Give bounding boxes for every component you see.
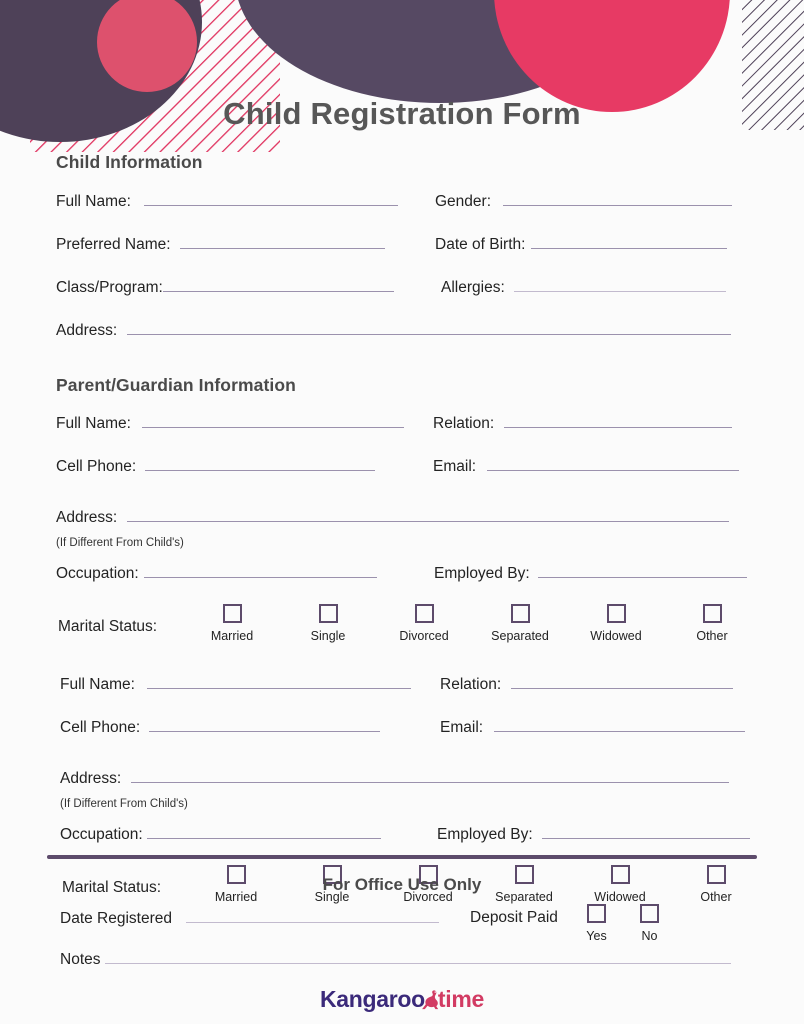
input-parent2-relation[interactable] [511, 674, 733, 689]
child-row-preferred-dob [0, 234, 804, 277]
field-parent2-employed-by[interactable] [437, 824, 750, 844]
field-parent2-relation[interactable] [440, 674, 733, 694]
parent2-row-phone-email [0, 717, 804, 758]
deposit-paid-checkbox-row [570, 904, 676, 943]
input-child-date-of-birth[interactable] [531, 234, 727, 249]
label-parent1-cell-phone: Cell Phone: [56, 458, 137, 475]
section-title-parent-guardian-information: Parent/Guardian Information [56, 375, 296, 395]
input-parent1-employed-by[interactable] [538, 563, 747, 578]
input-child-address[interactable] [127, 320, 731, 335]
field-child-full-name[interactable] [56, 191, 398, 211]
parent1-marital-status-group [0, 604, 804, 666]
label-child-class-program: Class/Program: [56, 279, 163, 296]
office-row-date-deposit [0, 908, 804, 949]
input-parent1-address[interactable] [127, 507, 729, 522]
label-parent1-occupation: Occupation: [56, 565, 139, 582]
field-child-preferred-name[interactable] [56, 234, 385, 254]
label-child-address: Address: [56, 322, 118, 339]
deposit-option-yes[interactable] [570, 904, 623, 943]
label-parent2-relation: Relation: [440, 676, 502, 693]
field-parent1-address[interactable] [56, 507, 729, 527]
parent2-row-name-relation [0, 674, 804, 717]
input-date-registered[interactable] [186, 908, 439, 923]
checkbox-parent1-other[interactable] [703, 604, 722, 623]
label-parent2-full-name: Full Name: [60, 676, 135, 693]
label-parent1-married: Married [210, 629, 254, 643]
checkbox-parent1-separated[interactable] [511, 604, 530, 623]
parent1-marital-option-other[interactable] [664, 604, 760, 643]
input-child-preferred-name[interactable] [180, 234, 385, 249]
field-child-allergies[interactable] [441, 277, 726, 297]
input-child-allergies[interactable] [514, 277, 726, 292]
field-parent1-employed-by[interactable] [434, 563, 747, 583]
label-parent2-address: Address: [60, 770, 122, 787]
parent2-row-address [0, 768, 804, 798]
label-deposit-no: No [641, 929, 658, 943]
label-deposit-paid: Deposit Paid [470, 909, 558, 926]
child-row-class-allergies [0, 277, 804, 320]
deposit-option-no[interactable] [623, 904, 676, 943]
field-parent2-address[interactable] [60, 768, 729, 788]
input-parent2-occupation[interactable] [147, 824, 381, 839]
input-notes[interactable] [105, 949, 731, 964]
label-parent1-divorced: Divorced [399, 629, 449, 643]
field-child-date-of-birth[interactable] [435, 234, 727, 254]
form-body [0, 152, 804, 927]
label-child-allergies: Allergies: [441, 279, 505, 296]
field-parent1-relation[interactable] [433, 413, 732, 433]
label-child-date-of-birth: Date of Birth: [435, 236, 526, 253]
input-parent2-employed-by[interactable] [542, 824, 750, 839]
label-parent2-divorced: Divorced [403, 890, 453, 904]
field-parent1-occupation[interactable] [56, 563, 377, 583]
input-parent1-email[interactable] [487, 456, 739, 471]
office-use-section [0, 908, 804, 979]
label-parent2-separated: Separated [495, 890, 553, 904]
parent2-row-address-note [0, 798, 804, 824]
checkbox-parent1-married[interactable] [223, 604, 242, 623]
checkbox-deposit-no[interactable] [640, 904, 659, 923]
label-notes: Notes [60, 951, 101, 968]
child-row-name-gender [0, 191, 804, 234]
label-deposit-yes: Yes [586, 929, 607, 943]
label-parent1-separated: Separated [491, 629, 549, 643]
parent1-marital-option-widowed[interactable] [568, 604, 664, 643]
label-parent1-address: Address: [56, 509, 118, 526]
input-parent2-address[interactable] [131, 768, 729, 783]
label-parent2-cell-phone: Cell Phone: [60, 719, 141, 736]
field-parent1-cell-phone[interactable] [56, 456, 375, 476]
parent1-marital-option-divorced[interactable] [376, 604, 472, 643]
input-parent1-relation[interactable] [504, 413, 732, 428]
input-parent2-email[interactable] [494, 717, 745, 732]
label-parent2-married: Married [214, 890, 258, 904]
field-parent1-full-name[interactable] [56, 413, 404, 433]
label-parent2-occupation: Occupation: [60, 826, 143, 843]
label-parent2-marital-status: Marital Status: [62, 879, 162, 896]
input-parent1-occupation[interactable] [144, 563, 377, 578]
parent1-marital-option-separated[interactable] [472, 604, 568, 643]
section-title-office-use: For Office Use Only [322, 875, 482, 894]
label-parent1-widowed: Widowed [590, 629, 642, 643]
parent1-row-address [0, 507, 804, 537]
field-child-class-program[interactable] [56, 277, 394, 297]
input-parent1-cell-phone[interactable] [145, 456, 375, 471]
section-title-child-information: Child Information [56, 152, 203, 172]
label-child-gender: Gender: [435, 193, 492, 210]
label-parent1-email: Email: [433, 458, 477, 475]
kangarootime-logo [0, 986, 804, 1016]
field-date-registered[interactable] [60, 908, 439, 928]
label-date-registered: Date Registered [60, 910, 173, 927]
parent1-marital-option-single[interactable] [280, 604, 376, 643]
checkbox-parent1-widowed[interactable] [607, 604, 626, 623]
parent2-address-note: (If Different From Child's) [60, 798, 188, 810]
field-parent2-email[interactable] [440, 717, 745, 737]
logo-text-time: time [437, 986, 485, 1012]
parent1-row-phone-email [0, 456, 804, 497]
office-row-notes [0, 949, 804, 979]
input-parent1-full-name[interactable] [142, 413, 404, 428]
parent1-row-occupation-employer [0, 563, 804, 604]
input-parent2-cell-phone[interactable] [149, 717, 380, 732]
parent1-marital-checkbox-row [184, 604, 760, 643]
checkbox-deposit-yes[interactable] [587, 904, 606, 923]
checkbox-parent1-divorced[interactable] [415, 604, 434, 623]
parent1-marital-option-married[interactable] [184, 604, 280, 643]
field-parent2-cell-phone[interactable] [60, 717, 380, 737]
label-parent1-other: Other [696, 629, 728, 643]
label-parent2-email: Email: [440, 719, 484, 736]
label-parent2-other: Other [700, 890, 732, 904]
input-child-gender[interactable] [503, 191, 732, 206]
checkbox-parent1-single[interactable] [319, 604, 338, 623]
parent1-address-note: (If Different From Child's) [56, 537, 184, 549]
logo-text-kangaroo: Kangaroo [319, 986, 425, 1012]
label-parent2-widowed: Widowed [594, 890, 646, 904]
label-parent1-relation: Relation: [433, 415, 495, 432]
input-parent2-full-name[interactable] [147, 674, 411, 689]
page-title: Child Registration Form [223, 96, 581, 131]
parent1-row-address-note [0, 537, 804, 563]
label-parent1-marital-status: Marital Status: [58, 618, 158, 635]
label-parent2-single: Single [314, 890, 350, 904]
parent1-row-name-relation [0, 413, 804, 456]
field-parent1-email[interactable] [433, 456, 739, 476]
label-parent1-employed-by: Employed By: [434, 565, 530, 582]
input-child-full-name[interactable] [144, 191, 398, 206]
label-parent1-single: Single [310, 629, 346, 643]
label-child-preferred-name: Preferred Name: [56, 236, 171, 253]
field-deposit-paid [470, 909, 558, 927]
field-notes[interactable] [60, 949, 731, 969]
field-parent2-full-name[interactable] [60, 674, 411, 694]
child-row-address [0, 320, 804, 361]
field-child-gender[interactable] [435, 191, 732, 211]
label-parent2-employed-by: Employed By: [437, 826, 533, 843]
label-child-full-name: Full Name: [56, 193, 131, 210]
label-parent1-full-name: Full Name: [56, 415, 131, 432]
field-parent2-occupation[interactable] [60, 824, 381, 844]
input-child-class-program[interactable] [163, 277, 394, 292]
field-child-address[interactable] [56, 320, 731, 340]
section-divider [47, 855, 757, 859]
